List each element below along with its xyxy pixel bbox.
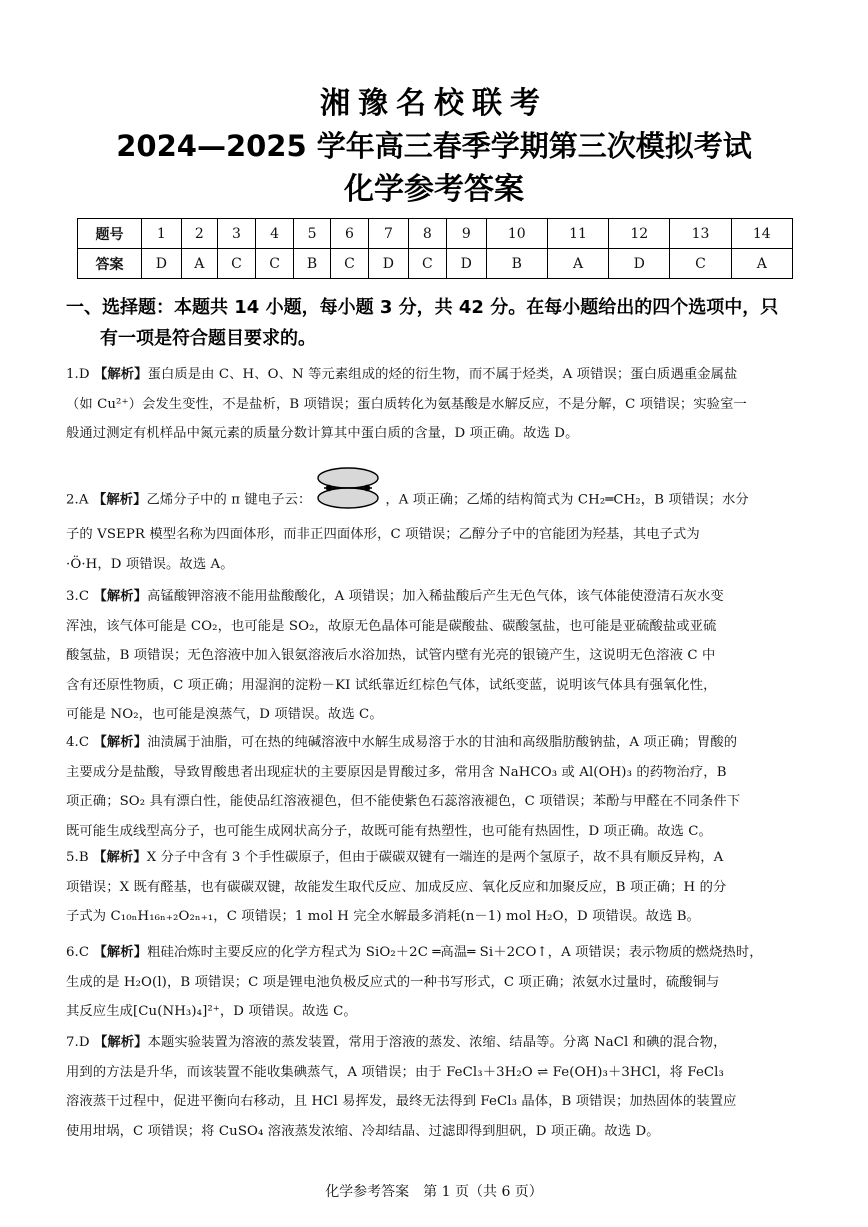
explanation-text: 蛋白质是由 C、H、O、N 等元素组成的烃的衍生物，而不属于烃类，A 项错误；蛋白质遇重金属盐 xyxy=(147,367,738,382)
answer-key-title: 化学参考答案 xyxy=(344,172,524,207)
question-number-cell: 6 xyxy=(330,219,368,249)
explanation-q4 xyxy=(66,728,804,846)
section-heading-line: 一、选择题：本题共 14 小题，每小题 3 分，共 42 分。在每小题给出的四个选项中，只 xyxy=(66,297,779,318)
analysis-tag: 【解析】 xyxy=(93,945,148,960)
explanation-text: 主要成分是盐酸，导致胃酸患者出现症状的主要原因是胃酸过多，常用含 NaHCO₃ 或 Al(OH)₃ 的药物治疗，B xyxy=(66,764,727,780)
answer-cell: B xyxy=(294,249,331,279)
question-number: 4.C xyxy=(66,735,90,750)
explanation-text: 子的 VSEPR 模型名称为四面体形，而非正四面体形，C 项错误；乙醇分子中的官能团为羟基，其电子式为 xyxy=(66,527,700,542)
explanation-text: 酸氢盐，B 项错误；无色溶液中加入银氨溶液后水浴加热，试管内壁有光亮的银镜产生，这说明无色溶液 C 中 xyxy=(66,648,716,663)
answer-header: 答案 xyxy=(78,249,142,279)
answer-row xyxy=(78,249,793,279)
explanation-text: 既可能生成线型高分子，也可能生成网状高分子，故既可能有热塑性，也可能有热固性，D 项正确。故选 C。 xyxy=(66,823,712,839)
explanation-text: ，A 项正确；乙烯的结构简式为 CH₂═CH₂，B 项错误；水分 xyxy=(385,492,749,508)
answer-cell: C xyxy=(330,249,368,279)
question-number-row xyxy=(78,219,793,249)
question-number: 5.B xyxy=(66,850,89,865)
explanation-q1 xyxy=(66,360,804,449)
question-number-cell: 14 xyxy=(731,219,792,249)
explanation-text: 生成的是 H₂O(l)，B 项错误；C 项是锂电池负极反应式的一种书写形式，C 项正确；浓氨水过量时，硫酸铜与 xyxy=(66,974,720,990)
answer-cell: C xyxy=(408,249,446,279)
exam-title: 2024—2025 学年高三春季学期第三次模拟考试 xyxy=(116,129,752,163)
explanation-text: 使用坩埚，C 项错误；将 CuSO₄ 溶液蒸发浓缩、冷却结晶、过滤即得到胆矾，D 项正确。故选 D。 xyxy=(66,1123,660,1139)
answer-cell: D xyxy=(142,249,182,279)
explanation-q7 xyxy=(66,1028,804,1146)
analysis-tag: 【解析】 xyxy=(93,367,148,382)
explanation-text: 般通过测定有机样品中氮元素的质量分数计算其中蛋白质的含量，D 项正确。故选 D。 xyxy=(66,426,579,441)
analysis-tag: 【解析】 xyxy=(93,1035,148,1050)
explanation-text: 乙烯分子中的 π 键电子云： xyxy=(146,492,312,508)
exam-union-title: 湘豫名校联考 xyxy=(320,86,548,121)
question-number-cell: 11 xyxy=(547,219,608,249)
answer-cell: B xyxy=(486,249,547,279)
analysis-tag: 【解析】 xyxy=(92,492,147,508)
explanation-text: 溶液蒸干过程中，促进平衡向右移动，且 HCl 易挥发，最终无法得到 FeCl₃ 晶体，B 项错误；加热固体的装置应 xyxy=(66,1094,737,1109)
question-number-header: 题号 xyxy=(78,219,142,249)
answer-cell: C xyxy=(256,249,294,279)
explanation-text: 本题实验装置为溶液的蒸发装置，常用于溶液的蒸发、浓缩、结晶等。分离 NaCl 和碘的混合物， xyxy=(147,1035,727,1050)
question-number-cell: 12 xyxy=(609,219,670,249)
explanation-q5 xyxy=(66,843,804,932)
explanation-text: 高锰酸钾溶液不能用盐酸酸化，A 项错误；加入稀盐酸后产生无色气体，该气体能使澄清石灰水变 xyxy=(147,589,724,604)
question-number-cell: 8 xyxy=(408,219,446,249)
section-heading-line: 有一项是符合题目要求的。 xyxy=(100,328,316,349)
answer-cell: C xyxy=(217,249,255,279)
explanation-text: 含有还原性物质，C 项正确；用湿润的淀粉－KI 试纸靠近红棕色气体，试纸变蓝，说明该气体具有强氧化性， xyxy=(66,677,717,693)
question-number-cell: 3 xyxy=(217,219,255,249)
explanation-text: X 分子中含有 3 个手性碳原子，但由于碳碳双键有一端连的是两个氢原子，故不具有顺反异构，A xyxy=(146,850,724,865)
explanation-text: 其反应生成[Cu(NH₃)₄]²⁺，D 项错误。故选 C。 xyxy=(66,1004,357,1019)
answer-cell: A xyxy=(547,249,608,279)
question-number-cell: 1 xyxy=(142,219,182,249)
analysis-tag: 【解析】 xyxy=(93,735,148,750)
answer-cell: A xyxy=(181,249,217,279)
answer-cell: C xyxy=(670,249,731,279)
answer-cell: A xyxy=(731,249,792,279)
explanation-text: 油渍属于油脂，可在热的纯碱溶液中水解生成易溶于水的甘油和高级脂肪酸钠盐，A 项正确；胃酸的 xyxy=(147,735,738,750)
analysis-tag: 【解析】 xyxy=(93,589,148,604)
answer-cell: D xyxy=(369,249,409,279)
question-number-cell: 10 xyxy=(486,219,547,249)
analysis-tag: 【解析】 xyxy=(93,850,147,865)
explanation-q3 xyxy=(66,582,804,730)
page-footer: 化学参考答案 第 1 页（共 6 页） xyxy=(325,1184,543,1200)
explanation-text: 粗硅冶炼时主要反应的化学方程式为 SiO₂＋2C ═高温═ Si＋2CO↑，A 项错误；表示物质的燃烧热时， xyxy=(147,945,763,960)
question-number-cell: 13 xyxy=(670,219,731,249)
explanation-text: 子式为 C₁₀ₙH₁₆ₙ₊₂O₂ₙ₊₁，C 项错误；1 mol H 完全水解最多消耗(n－1) mol H₂O，D 项错误。故选 B。 xyxy=(66,909,701,924)
explanation-q2-continued xyxy=(66,520,804,579)
explanation-text: 浑浊，该气体可能是 CO₂，也可能是 SO₂，故原无色晶体可能是碳酸盐、碳酸氢盐，也可能是亚硫酸盐或亚硫 xyxy=(66,618,717,634)
question-number-cell: 7 xyxy=(369,219,409,249)
answer-cell: D xyxy=(609,249,670,279)
section-heading xyxy=(66,292,806,354)
question-number-cell: 9 xyxy=(446,219,486,249)
explanation-text: 用到的方法是升华，而该装置不能收集碘蒸气，A 项错误；由于 FeCl₃＋3H₂O ⇌ Fe(OH)₃＋3HCl，将 FeCl₃ xyxy=(66,1064,724,1080)
question-number: 3.C xyxy=(66,589,90,604)
answer-table xyxy=(77,218,793,279)
question-number: 7.D xyxy=(66,1035,90,1050)
question-number-cell: 4 xyxy=(256,219,294,249)
explanation-text: ·Ö·H，D 项错误。故选 A。 xyxy=(66,556,234,572)
explanation-text: 项正确；SO₂ 具有漂白性，能使品红溶液褪色，但不能使紫色石蕊溶液褪色，C 项错误；苯酚与甲醛在不同条件下 xyxy=(66,794,741,809)
explanation-text: 项错误；X 既有醛基，也有碳碳双键，故能发生取代反应、加成反应、氧化反应和加聚反应，B 项正确；H 的分 xyxy=(66,879,727,895)
question-number-cell: 5 xyxy=(294,219,331,249)
question-number: 6.C xyxy=(66,945,90,960)
question-number: 1.D xyxy=(66,367,90,382)
question-number: 2.A xyxy=(66,492,89,508)
explanation-text: （如 Cu²⁺）会发生变性，不是盐析，B 项错误；蛋白质转化为氨基酸是水解反应，不是分解，C 项错误；实验室一 xyxy=(66,396,747,412)
explanation-text: 可能是 NO₂，也可能是溴蒸气，D 项错误。故选 C。 xyxy=(66,707,383,722)
answer-cell: D xyxy=(446,249,486,279)
explanation-q6 xyxy=(66,938,804,1027)
question-number-cell: 2 xyxy=(181,219,217,249)
